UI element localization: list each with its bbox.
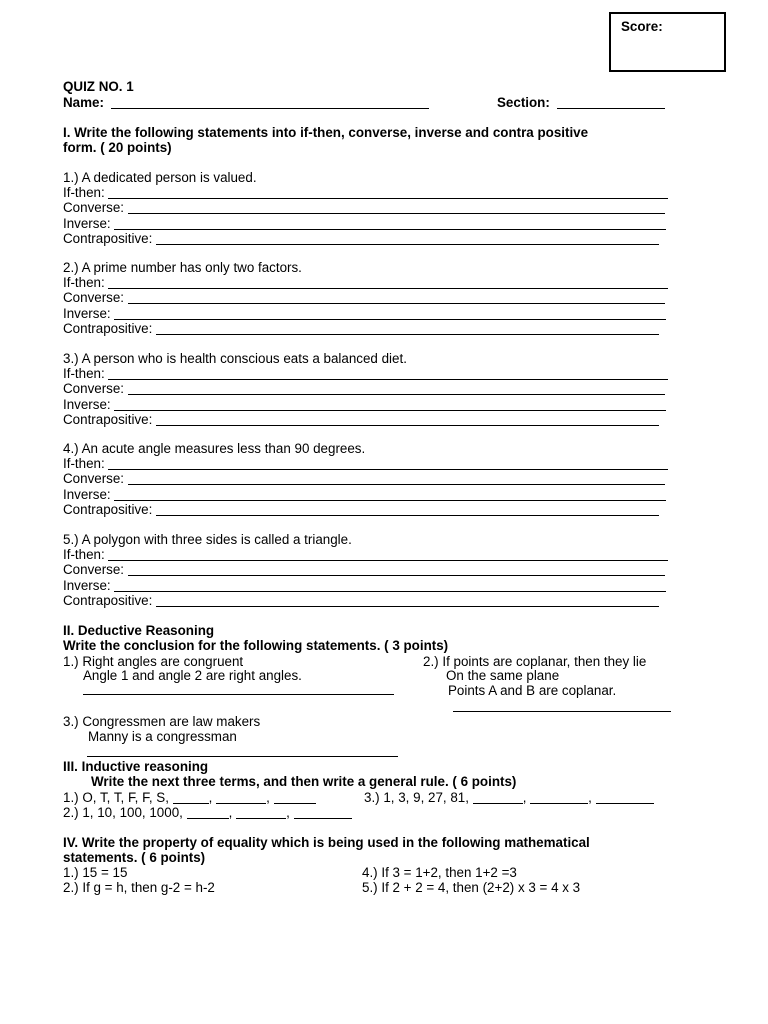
part3-q3: 3.) 1, 3, 9, 27, 81, , , — [364, 790, 654, 805]
part3-q2: 2.) 1, 10, 100, 1000, , , — [63, 805, 352, 820]
if-then-label: If-then: — [63, 366, 105, 382]
part3-q1-sequence: 1.) O, T, T, F, F, S, — [63, 790, 169, 805]
contrapositive-answer-line[interactable] — [156, 505, 659, 516]
contrapositive-answer-line[interactable] — [156, 234, 659, 245]
inverse-answer-line[interactable] — [114, 400, 666, 411]
part1-instruction-line2: form. ( 20 points) — [63, 140, 172, 155]
inverse-label: Inverse: — [63, 577, 111, 593]
part1-statement: 4.) An acute angle measures less than 90 degrees. — [63, 441, 366, 456]
part3-q1: 1.) O, T, T, F, F, S, , , — [63, 790, 316, 805]
part1-statement: 2.) A prime number has only two factors. — [63, 260, 302, 275]
part4-instruction-line2: statements. ( 6 points) — [63, 850, 206, 865]
part2-instruction: Write the conclusion for the following statements. ( 3 points) — [63, 638, 449, 653]
inverse-answer-line[interactable] — [114, 219, 666, 230]
part1-item — [63, 441, 668, 517]
part2-q2-line2: On the same plane — [446, 668, 560, 683]
term-blank[interactable] — [187, 808, 229, 819]
term-blank[interactable] — [216, 793, 266, 804]
score-box[interactable] — [609, 12, 726, 72]
if-then-label: If-then: — [63, 185, 105, 201]
inverse-answer-line[interactable] — [114, 581, 666, 592]
if-then-answer-line[interactable] — [108, 278, 668, 289]
part1-statement: 3.) A person who is health conscious eats a balanced diet. — [63, 351, 407, 366]
contrapositive-answer-line[interactable] — [156, 596, 659, 607]
part2-q1-answer-line[interactable] — [83, 694, 394, 695]
part4-q5: 5.) If 2 + 2 = 4, then (2+2) x 3 = 4 x 3 — [362, 880, 581, 895]
part3-q2-sequence: 2.) 1, 10, 100, 1000, — [63, 805, 183, 820]
contrapositive-label: Contrapositive: — [63, 320, 153, 336]
name-label: Name: — [63, 95, 104, 110]
part4-q2: 2.) If g = h, then g-2 = h-2 — [63, 880, 215, 895]
part2-q1-line2: Angle 1 and angle 2 are right angles. — [83, 668, 302, 683]
contrapositive-answer-line[interactable] — [156, 415, 659, 426]
section-label: Section: — [497, 95, 550, 110]
part1-item — [63, 532, 668, 608]
part2-q3-line2: Manny is a congressman — [88, 729, 237, 744]
part2-q3-line1: 3.) Congressmen are law makers — [63, 714, 261, 729]
quiz-title: QUIZ NO. 1 — [63, 79, 134, 94]
part2-title: II. Deductive Reasoning — [63, 623, 215, 638]
converse-label: Converse: — [63, 562, 125, 578]
if-then-answer-line[interactable] — [108, 459, 668, 470]
name-field[interactable] — [111, 98, 429, 109]
part1-statement: 5.) A polygon with three sides is called a triangle. — [63, 532, 352, 547]
inverse-label: Inverse: — [63, 305, 111, 321]
if-then-label: If-then: — [63, 275, 105, 291]
contrapositive-label: Contrapositive: — [63, 411, 153, 427]
part1-statement: 1.) A dedicated person is valued. — [63, 170, 257, 185]
converse-label: Converse: — [63, 200, 125, 216]
part1-instruction-line1: I. Write the following statements into if-then, converse, inverse and contra positive — [63, 125, 589, 140]
term-blank[interactable] — [236, 808, 286, 819]
term-blank[interactable] — [173, 793, 209, 804]
part1-item — [63, 170, 668, 246]
part2-q2-answer-line[interactable] — [453, 711, 671, 712]
term-blank[interactable] — [473, 793, 523, 804]
part2-q1-line1: 1.) Right angles are congruent — [63, 654, 244, 669]
if-then-label: If-then: — [63, 547, 105, 563]
name-row — [63, 95, 429, 110]
if-then-answer-line[interactable] — [108, 550, 668, 561]
if-then-answer-line[interactable] — [108, 188, 668, 199]
term-blank[interactable] — [294, 808, 352, 819]
contrapositive-label: Contrapositive: — [63, 592, 153, 608]
contrapositive-label: Contrapositive: — [63, 501, 153, 517]
converse-answer-line[interactable] — [128, 384, 665, 395]
section-field[interactable] — [557, 98, 665, 109]
converse-label: Converse: — [63, 471, 125, 487]
inverse-answer-line[interactable] — [114, 309, 666, 320]
contrapositive-answer-line[interactable] — [156, 324, 659, 335]
term-blank[interactable] — [596, 793, 654, 804]
part4-q1: 1.) 15 = 15 — [63, 865, 128, 880]
part2-q2-line3: Points A and B are coplanar. — [448, 683, 617, 698]
part3-instruction: Write the next three terms, and then write a general rule. ( 6 points) — [91, 774, 517, 789]
if-then-answer-line[interactable] — [108, 369, 668, 380]
inverse-label: Inverse: — [63, 215, 111, 231]
term-blank[interactable] — [530, 793, 588, 804]
part3-q3-sequence: 3.) 1, 3, 9, 27, 81, — [364, 790, 469, 805]
part4-instruction-line1: IV. Write the property of equality which is being used in the following mathematical — [63, 835, 590, 850]
inverse-label: Inverse: — [63, 396, 111, 412]
contrapositive-label: Contrapositive: — [63, 230, 153, 246]
part1-item — [63, 351, 668, 427]
part2-q2-line1: 2.) If points are coplanar, then they lie — [423, 654, 647, 669]
section-row — [497, 95, 665, 110]
inverse-label: Inverse: — [63, 486, 111, 502]
converse-label: Converse: — [63, 381, 125, 397]
converse-label: Converse: — [63, 290, 125, 306]
inverse-answer-line[interactable] — [114, 490, 666, 501]
converse-answer-line[interactable] — [128, 565, 665, 576]
part3-title: III. Inductive reasoning — [63, 759, 209, 774]
score-label: Score: — [621, 19, 663, 34]
part1-item — [63, 260, 668, 336]
if-then-label: If-then: — [63, 456, 105, 472]
part2-q3-answer-line[interactable] — [87, 756, 398, 757]
converse-answer-line[interactable] — [128, 293, 665, 304]
converse-answer-line[interactable] — [128, 203, 665, 214]
converse-answer-line[interactable] — [128, 474, 665, 485]
part4-q4: 4.) If 3 = 1+2, then 1+2 =3 — [362, 865, 517, 880]
term-blank[interactable] — [274, 793, 316, 804]
